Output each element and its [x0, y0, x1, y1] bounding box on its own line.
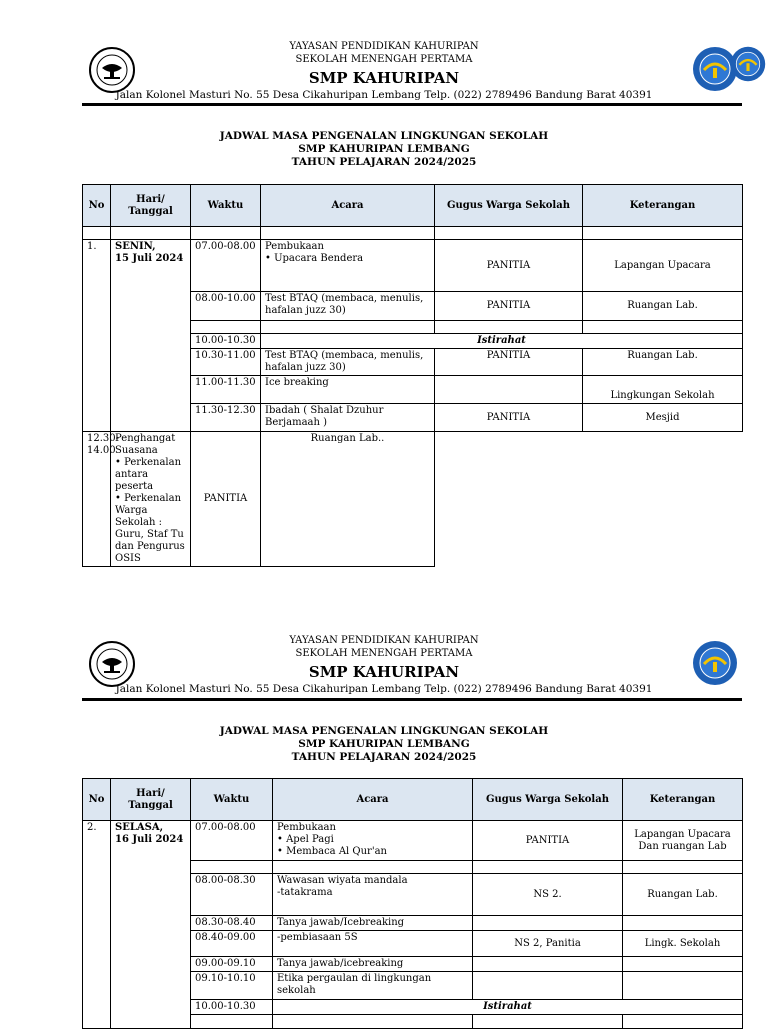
- row-event: Test BTAQ (membaca, menulis, hafalan juzz 30): [261, 292, 435, 321]
- table-row: [83, 821, 743, 861]
- row-note: Ruangan Lab..: [261, 432, 435, 567]
- day-number: 2.: [83, 821, 111, 1029]
- letterhead: [0, 634, 768, 696]
- schedule-title: JADWAL MASA PENGENALAN LINGKUNGAN SEKOLAH SMP KAHURIPAN LEMBANG TAHUN PELAJARAN 2024/2025: [219, 130, 549, 168]
- row-event: Pembukaan • Apel Pagi • Membaca Al Qur'an: [273, 821, 473, 861]
- day-date: SELASA, 16 Juli 2024: [111, 821, 191, 1029]
- row-time: 11.00-11.30: [191, 376, 261, 404]
- tut-wuri-handayani-logo-icon: [692, 640, 738, 686]
- row-event: Test BTAQ (membaca, menulis, hafalan juzz 30): [261, 349, 435, 376]
- col-event: Acara: [273, 779, 473, 821]
- row-time: 08.40-09.00: [191, 931, 273, 957]
- row-event: Ice breaking: [261, 376, 435, 404]
- break-label: Istirahat: [261, 334, 743, 349]
- col-day: Hari/ Tanggal: [111, 185, 191, 227]
- row-note: Ruangan Lab.: [583, 292, 743, 321]
- row-group: [473, 972, 623, 1000]
- col-no: No: [83, 779, 111, 821]
- row-time: 09.10-10.10: [191, 972, 273, 1000]
- row-group: NS 2.: [473, 874, 623, 916]
- day-date: SENIN, 15 Juli 2024: [111, 240, 191, 432]
- col-note: Keterangan: [623, 779, 743, 821]
- foundation-name: YAYASAN PENDIDIKAN KAHURIPAN: [289, 635, 479, 646]
- col-group: Gugus Warga Sekolah: [473, 779, 623, 821]
- row-event: Pembukaan • Upacara Bendera: [261, 240, 435, 292]
- school-name: SMP KAHURIPAN: [308, 663, 460, 681]
- row-event: Ibadah ( Shalat Dzuhur Berjamaah ): [261, 404, 435, 432]
- row-time: 08.00-08.30: [191, 874, 273, 916]
- row-event: Wawasan wiyata mandala -tatakrama: [273, 874, 473, 916]
- day-number: 1.: [83, 240, 111, 432]
- row-group: PANITIA: [435, 292, 583, 321]
- row-group: PANITIA: [473, 821, 623, 861]
- row-note: [623, 916, 743, 931]
- foundation-name: YAYASAN PENDIDIKAN KAHURIPAN: [289, 41, 479, 52]
- row-time: 10.30-11.00: [191, 349, 261, 376]
- row-time: 08.30-08.40: [191, 916, 273, 931]
- col-group: Gugus Warga Sekolah: [435, 185, 583, 227]
- table-header: [83, 779, 743, 821]
- row-note: Ruangan Lab.: [583, 349, 743, 376]
- col-note: Keterangan: [583, 185, 743, 227]
- row-time: 07.00-08.00: [191, 240, 261, 292]
- row-event: Penghangat Suasana • Perkenalan antara peserta • Perkenalan Warga Sekolah : Guru, Staf Tu dan Pengurus OSIS: [111, 432, 191, 567]
- row-group: [473, 916, 623, 931]
- schedule-table-day-2: [82, 778, 743, 1029]
- school-address: Jalan Kolonel Masturi No. 55 Desa Cikahuripan Lembang Telp. (022) 2789496 Bandung Barat 40391: [115, 683, 653, 695]
- school-level: SEKOLAH MENENGAH PERTAMA: [295, 648, 473, 659]
- row-note: Lapangan Upacara: [583, 240, 743, 292]
- col-time: Waktu: [191, 185, 261, 227]
- row-note: [623, 972, 743, 1000]
- col-day: Hari/ Tanggal: [111, 779, 191, 821]
- row-time: 08.00-10.00: [191, 292, 261, 321]
- row-group: PANITIA: [435, 240, 583, 292]
- school-level: SEKOLAH MENENGAH PERTAMA: [295, 54, 473, 65]
- row-group: [473, 957, 623, 972]
- row-time: 10.00-10.30: [191, 1000, 273, 1015]
- col-time: Waktu: [191, 779, 273, 821]
- row-group: PANITIA: [435, 349, 583, 376]
- row-event: -pembiasaan 5S: [273, 931, 473, 957]
- school-address: Jalan Kolonel Masturi No. 55 Desa Cikahuripan Lembang Telp. (022) 2789496 Bandung Barat 40391: [115, 89, 653, 101]
- row-group: NS 2, Panitia: [473, 931, 623, 957]
- row-note: Lingkungan Sekolah: [583, 376, 743, 404]
- col-no: No: [83, 185, 111, 227]
- row-note: Ruangan Lab.: [623, 874, 743, 916]
- row-time: 12.30-14.00: [83, 432, 111, 567]
- row-note: Mesjid: [583, 404, 743, 432]
- row-event: Tanya jawab/Icebreaking: [273, 916, 473, 931]
- schedule-title: JADWAL MASA PENGENALAN LINGKUNGAN SEKOLAH SMP KAHURIPAN LEMBANG TAHUN PELAJARAN 2024/2025: [219, 725, 549, 763]
- break-label: Istirahat: [273, 1000, 743, 1015]
- row-time: 07.00-08.00: [191, 821, 273, 861]
- row-event: Etika pergaulan di lingkungan sekolah: [273, 972, 473, 1000]
- row-group: PANITIA: [191, 432, 261, 567]
- row-time: 11.30-12.30: [191, 404, 261, 432]
- row-event: Tanya jawab/icebreaking: [273, 957, 473, 972]
- row-note: Lingk. Sekolah: [623, 931, 743, 957]
- row-group: PANITIA: [435, 404, 583, 432]
- school-name: SMP KAHURIPAN: [308, 69, 460, 87]
- row-note: Lapangan Upacara Dan ruangan Lab: [623, 821, 743, 861]
- row-time: 10.00-10.30: [191, 334, 261, 349]
- header-divider: [82, 698, 742, 701]
- col-event: Acara: [261, 185, 435, 227]
- row-time: 09.00-09.10: [191, 957, 273, 972]
- row-note: [623, 957, 743, 972]
